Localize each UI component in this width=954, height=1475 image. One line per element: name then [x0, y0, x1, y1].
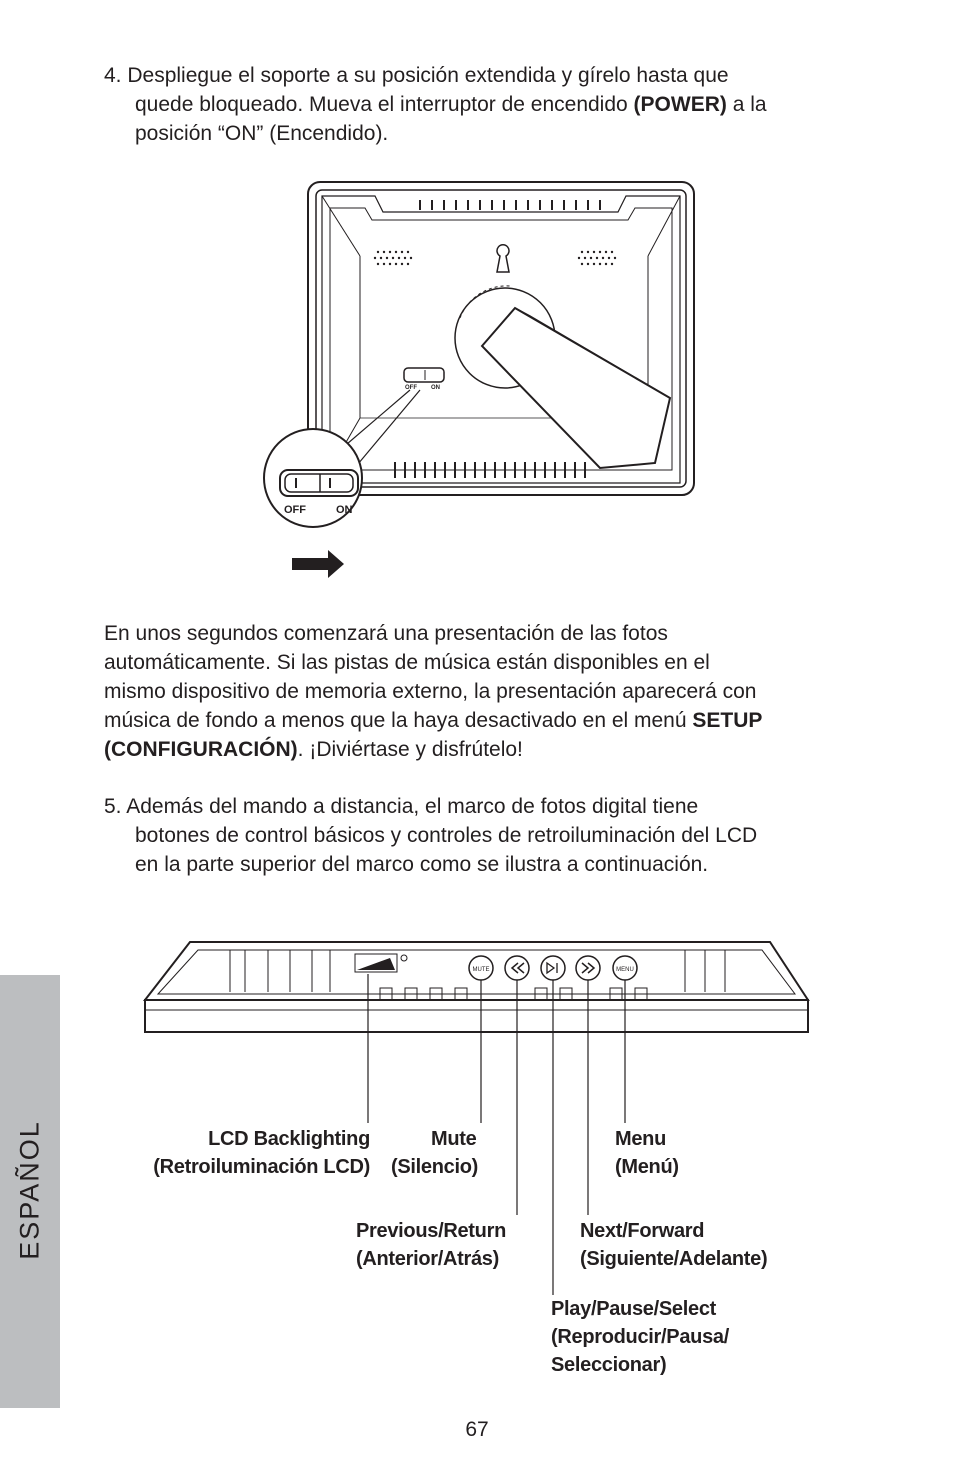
- play-label-en: Play/Pause/Select: [551, 1298, 717, 1320]
- arrow-right-icon: [292, 550, 344, 578]
- step-5-number: 5.: [104, 795, 122, 818]
- mute-button-label: MUTE: [472, 967, 490, 973]
- mute-label-en: Mute: [431, 1128, 477, 1150]
- step-4-line-1: Despliegue el soporte a su posición extendida y gírelo hasta que: [127, 64, 729, 87]
- mute-label: [391, 1125, 478, 1181]
- svg-text:OFF: OFF: [405, 385, 417, 391]
- menu-button-label: MENU: [616, 967, 634, 973]
- paragraph-line-3: mismo dispositivo de memoria externo, la presentación aparecerá con: [104, 680, 757, 703]
- next-label-es: (Siguiente/Adelante): [580, 1248, 768, 1270]
- previous-label-en: Previous/Return: [356, 1220, 506, 1242]
- menu-label-en: Menu: [615, 1128, 667, 1150]
- page-number: 67: [465, 1418, 489, 1441]
- configuracion-label: (CONFIGURACIÓN): [104, 738, 298, 761]
- step-4: [104, 61, 904, 148]
- switch-off-label: OFF: [284, 504, 306, 516]
- previous-icon: [512, 963, 524, 973]
- power-label: (POWER): [633, 93, 727, 116]
- step-4-line-2: quede bloqueado. Mueva el interruptor de encendido: [135, 93, 634, 116]
- step-4-number: 4.: [104, 64, 122, 87]
- previous-label-es: (Anterior/Atrás): [356, 1248, 499, 1270]
- paragraph-line-1: En unos segundos comenzará una presentación de las fotos: [104, 622, 668, 645]
- lcd-label-en: LCD Backlighting: [208, 1128, 370, 1150]
- menu-label: [615, 1125, 679, 1181]
- play-label: [551, 1295, 729, 1379]
- paragraph-line-5: . ¡Diviértase y disfrútelo!: [297, 738, 523, 761]
- step-5: [104, 792, 904, 879]
- step-4-line-2-end: a la: [726, 93, 767, 116]
- paragraph-line-4: música de fondo a menos que la haya desactivado en el menú: [104, 709, 693, 732]
- step-5-line-2: botones de control básicos y controles de retroiluminación del LCD: [135, 824, 758, 847]
- lcd-backlighting-label: [120, 1125, 370, 1181]
- menu-label-es: (Menú): [615, 1156, 679, 1178]
- setup-label: SETUP: [692, 709, 763, 732]
- mute-label-es: (Silencio): [391, 1156, 479, 1178]
- play-label-es-2: Seleccionar): [551, 1354, 667, 1376]
- frame-back-figure: [260, 178, 700, 583]
- previous-label: [356, 1217, 506, 1273]
- intro-paragraph: [104, 619, 904, 764]
- step-5-line-3: en la parte superior del marco como se ilustra a continuación.: [135, 853, 709, 876]
- next-label: [580, 1217, 767, 1273]
- paragraph-line-2: automáticamente. Si las pistas de música están disponibles en el: [104, 651, 710, 674]
- svg-text:ON: ON: [431, 385, 440, 391]
- next-icon: [582, 963, 594, 973]
- sidebar-language-label: ESPAÑOL: [14, 1120, 45, 1260]
- play-pause-icon: [547, 963, 557, 973]
- play-label-es-1: (Reproducir/Pausa/: [551, 1326, 729, 1348]
- step-5-line-1: Además del mando a distancia, el marco de fotos digital tiene: [126, 795, 699, 818]
- step-4-line-3: posición “ON” (Encendido).: [135, 122, 389, 145]
- next-label-en: Next/Forward: [580, 1220, 705, 1242]
- switch-on-label: ON: [336, 504, 353, 516]
- lcd-label-es: (Retroiluminación LCD): [153, 1156, 370, 1178]
